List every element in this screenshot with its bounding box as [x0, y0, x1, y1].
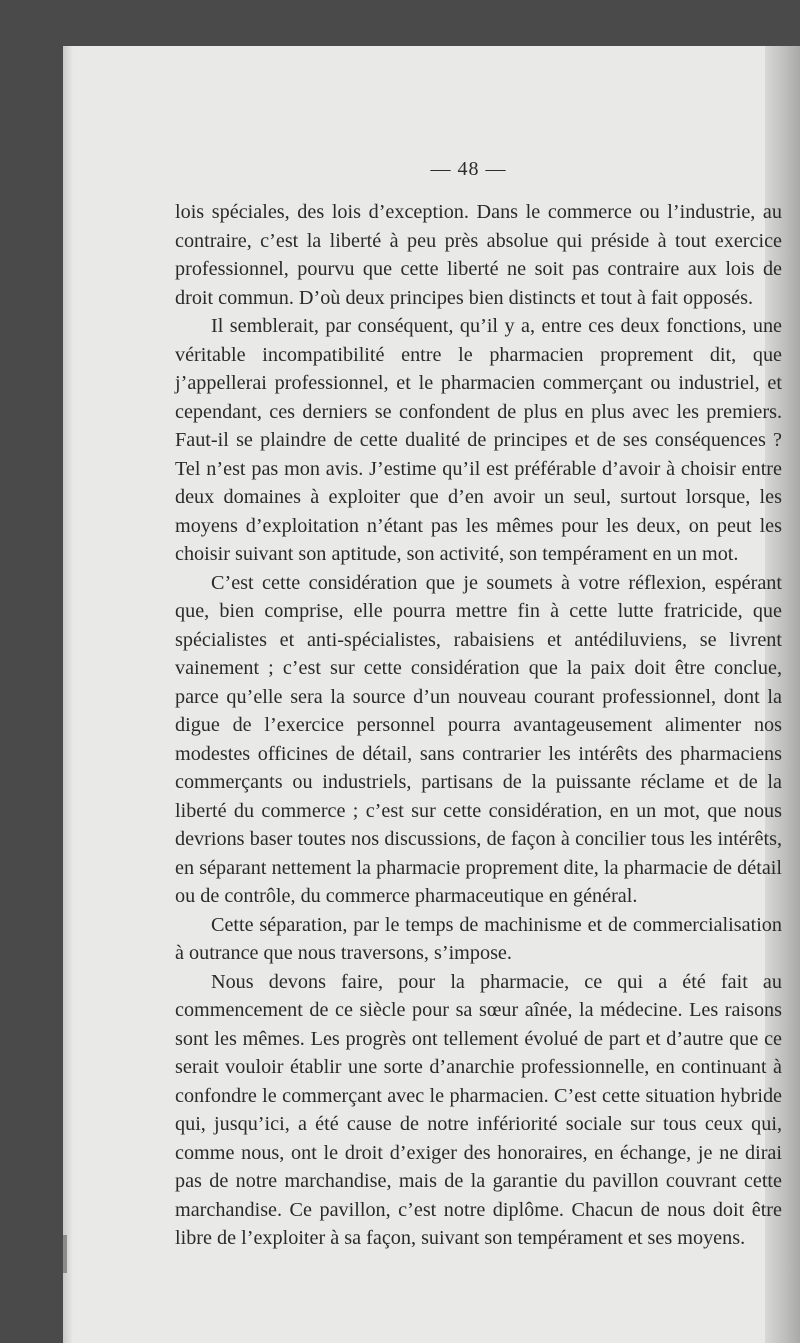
body-text — [175, 198, 782, 1253]
page-number: — 48 — — [430, 158, 507, 180]
paragraph: lois spéciales, des lois d’exception. Dans le commerce ou l’industrie, au contraire, c’est la liberté à peu près absolue qui préside à tout exercice professionnel, pourvu que cette liberté ne soit pas contraire aux lois de droit commun. D’où deux principes bien distincts et tout à fait opposés. — [175, 201, 782, 309]
paragraph: C’est cette considération que je soumets à votre réflexion, espérant que, bien comprise, elle pourra mettre fin à cette lutte fratricide, que spécialistes et anti-spécialistes, rabaisiens et antédiluviens, se livrent vainement ; c’est sur cette considération que la paix doit être conclue, parce qu’elle sera la source d’un nouveau courant professionnel, dont la digue de l’exercice personnel pourra avantageusement alimenter nos modestes officines de détail, sans contrarier les intérêts des pharmaciens commerçants ou industriels, partisans de la puissante réclame et de la liberté du commerce ; c’est sur cette considération, en un mot, que nous devrions baser toutes nos discussions, de façon à concilier tous les intérêts, en séparant nettement la pharmacie proprement dite, la pharmacie de détail ou de contrôle, du commerce pharmaceutique en général. — [175, 571, 782, 907]
paragraph: Cette séparation, par le temps de machinisme et de commercialisation à outrance que nous traversons, s’impose. — [175, 913, 782, 964]
paragraph: Il semblerait, par conséquent, qu’il y a, entre ces deux fonctions, une véritable incompatibilité entre le pharmacien proprement dit, que j’appellerai professionnel, et le pharmacien commerçant ou industriel, et cependant, ces derniers se confondent de plus en plus avec les premiers. Faut-il se plaindre de cette dualité de principes et de ses conséquences ? Tel n’est pas mon avis. J’estime qu’il est préférable d’avoir à choisir entre deux domaines à exploiter que d’en avoir un seul, surtout lorsque, les moyens d’exploitation n’étant pas les mêmes pour les deux, on peut les choisir suivant son aptitude, son activité, son tempérament en un mot. — [175, 315, 782, 565]
page-gutter-shadow — [63, 46, 73, 1343]
margin-mark — [63, 1235, 67, 1273]
paragraph: Nous devons faire, pour la pharmacie, ce qui a été fait au commencement de ce siècle pour sa sœur aînée, la médecine. Les raisons sont les mêmes. Les progrès ont tellement évolué de part et d’autre que ce serait vouloir établir une sorte d’anarchie professionnelle, en continuant à confondre le commerçant avec le pharmacien. C’est cette situation hybride qui, jusqu’ici, a été cause de notre infériorité sociale sur tous ceux qui, comme nous, ont le droit d’exiger des honoraires, en échange, je ne dirai pas de notre marchandise, mais de la garantie du pavillon couvrant cette marchandise. Ce pavillon, c’est notre diplôme. Chacun de nous doit être libre de l’exploiter à sa façon, suivant son tempérament et ses moyens. — [175, 970, 782, 1249]
